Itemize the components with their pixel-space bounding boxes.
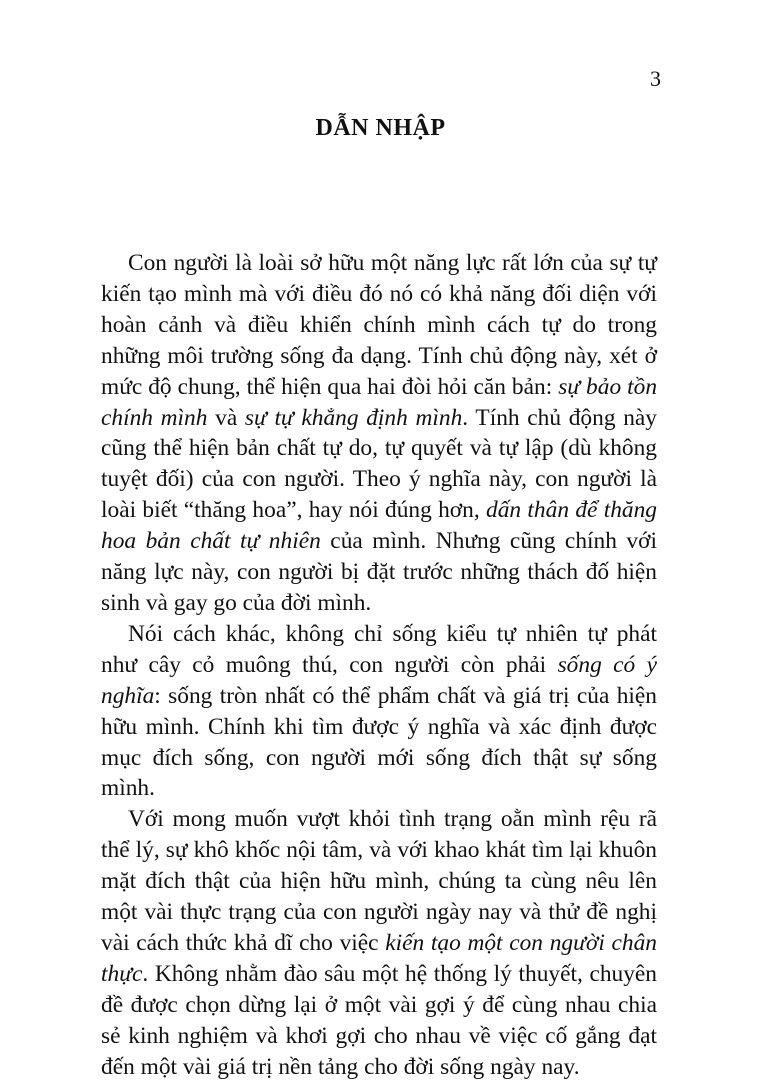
italic-phrase-song-co-y-nghia: sống có ý nghĩa: [101, 651, 658, 709]
text-run: của mình. Nhưng cũng chính với năng lực này, con người bị đặt trước những thách đố hiện sinh và gay go của đời mình.: [101, 528, 657, 616]
italic-phrase-khang-dinh: sự tự khẳng định mình: [244, 404, 463, 431]
text-run: Con người là loài sở hữu một năng lực rất lớn của sự tự kiến tạo mình mà với điều đó nó có khả năng đối diện với hoàn cảnh và điều khiển chính mình cách tự do trong những môi trường sống đa dạng. Tính chủ động này, xét ở mức độ chung, thể hiện qua hai đòi hỏi căn bản:: [101, 250, 657, 400]
page-number: 3: [650, 66, 661, 91]
text-run: Với mong muốn vượt khỏi tình trạng oằn mình rệu rã thể lý, sự khô khốc nội tâm, và với khao khát tìm lại khuôn mặt đích thật của hiện hữu mình, chúng ta cùng nêu lên một vài thực trạng của con người ngày nay và thử đề nghị vài cách thức khả dĩ cho việc: [101, 806, 657, 956]
text-run: và: [207, 404, 245, 431]
text-run: Nói cách khác, không chỉ sống kiểu tự nhiên tự phát như cây cỏ muông thú, con người còn phải: [101, 620, 657, 678]
italic-phrase-kien-tao: kiến tạo một con người chân thực: [101, 929, 657, 987]
paragraph-3: [101, 804, 657, 1082]
body-text: [101, 248, 657, 1082]
italic-phrase-bao-ton: sự bảo tồn chính mình: [101, 373, 658, 431]
text-run: : sống tròn nhất có thể phẩm chất và giá trị của hiện hữu mình. Chính khi tìm được ý nghĩa và xác định được mục đích sống, con người mới sống đích thật sự sống mình.: [101, 682, 657, 802]
text-run: . Tính chủ động này cũng thể hiện bản chất tự do, tự quyết và tự lập (dù không tuyệt đối) của con người. Theo ý nghĩa này, con người là loài biết “thăng hoa”, hay nói đúng hơn,: [101, 404, 657, 524]
text-run: . Không nhằm đào sâu một hệ thống lý thuyết, chuyên đề được chọn dừng lại ở một vài gợi ý để cùng nhau chia sẻ kinh nghiệm và khơi gợi cho nhau về việc cố gắng đạt đến một vài giá trị nền tảng cho đời sống ngày nay.: [101, 960, 657, 1080]
paragraph-1: [101, 248, 657, 619]
chapter-title: DẪN NHẬP: [315, 115, 446, 141]
italic-phrase-dan-than: dấn thân để thăng hoa bản chất tự nhiên: [101, 497, 657, 555]
paragraph-2: [101, 619, 657, 804]
